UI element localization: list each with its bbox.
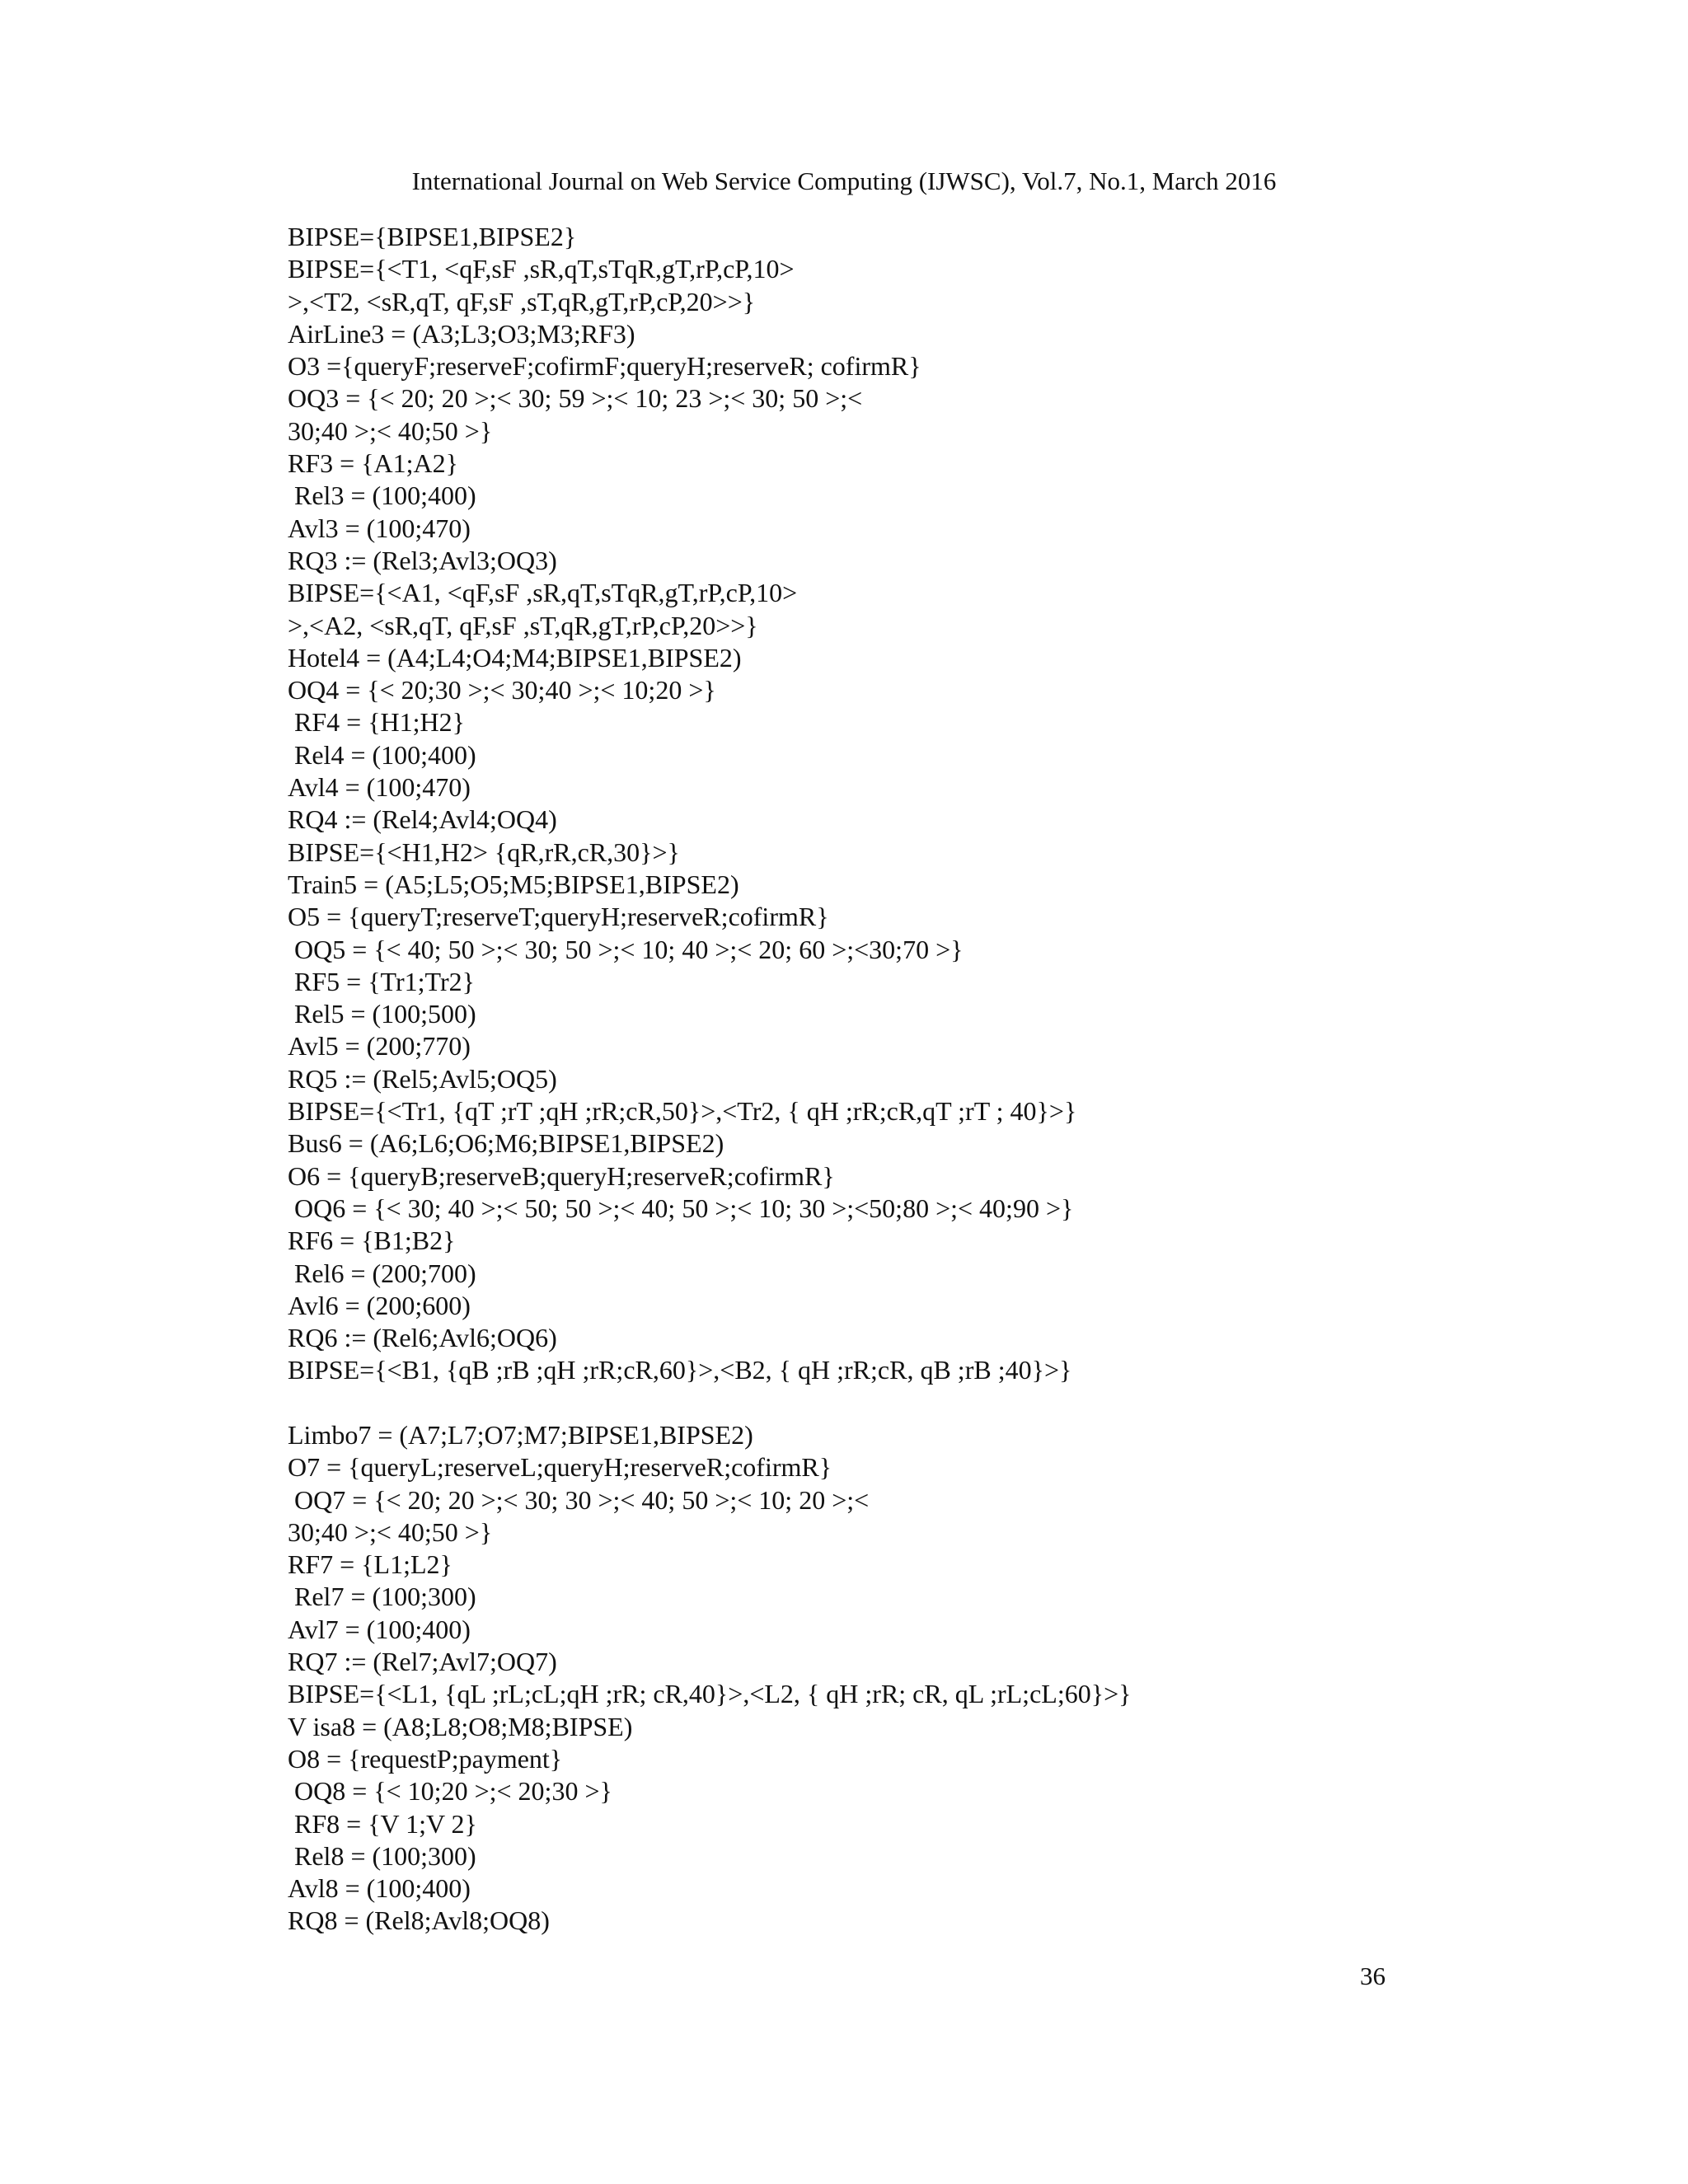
listing-line: Avl6 = (200;600) [288,1290,471,1320]
listing-line: OQ3 = {< 20; 20 >;< 30; 59 >;< 10; 23 >;< 30; 50 >;< [288,383,863,414]
listing-line: Rel8 = (100;300) [288,1840,476,1871]
listing-line: RF5 = {Tr1;Tr2} [288,966,475,996]
listing-line: RQ7 := (Rel7;Avl7;OQ7) [288,1647,557,1677]
listing-line: Rel6 = (200;700) [288,1258,476,1288]
listing-line: Avl3 = (100;470) [288,513,471,543]
listing-line: BIPSE={<T1, <qF,sF ,sR,qT,sTqR,gT,rP,cP,10> [288,254,795,284]
listing-line: >,<T2, <sR,qT, qF,sF ,sT,qR,gT,rP,cP,20>>} [288,286,756,316]
listing-line: BIPSE={<A1, <qF,sF ,sR,qT,sTqR,gT,rP,cP,10> [288,578,798,608]
listing-line: Avl5 = (200;770) [288,1031,471,1062]
listing-line: O8 = {requestP;payment} [288,1743,563,1774]
specification-listing [288,221,1565,1938]
listing-line: 30;40 >;< 40;50 >} [288,1516,493,1547]
listing-line: RF6 = {B1;B2} [288,1226,456,1256]
listing-line: Limbo7 = (A7;L7;O7;M7;BIPSE1,BIPSE2) [288,1419,753,1450]
listing-line: Hotel4 = (A4;L4;O4;M4;BIPSE1,BIPSE2) [288,642,742,673]
listing-line: BIPSE={<B1, {qB ;rB ;qH ;rR;cR,60}>,<B2, { qH ;rR;cR, qB ;rB ;40}>} [288,1355,1072,1385]
listing-line: Rel4 = (100;400) [288,739,476,770]
listing-line: Avl4 = (100;470) [288,772,471,803]
listing-line: Train5 = (A5;L5;O5;M5;BIPSE1,BIPSE2) [288,869,739,899]
listing-line: BIPSE={<L1, {qL ;rL;cL;qH ;rR; cR,40}>,<L2, { qH ;rR; cR, qL ;rL;cL;60}>} [288,1679,1132,1709]
listing-line: RQ5 := (Rel5;Avl5;OQ5) [288,1063,557,1094]
listing-line: RF4 = {H1;H2} [288,707,466,738]
listing-line: O7 = {queryL;reserveL;queryH;reserveR;cofirmR} [288,1452,832,1483]
page-number: 36 [1360,1961,1386,1990]
listing-line: Rel3 = (100;400) [288,480,476,511]
listing-line: RF3 = {A1;A2} [288,448,459,479]
listing-line: 30;40 >;< 40;50 >} [288,415,493,446]
listing-line: >,<A2, <sR,qT, qF,sF ,sT,qR,gT,rP,cP,20>>} [288,610,758,640]
listing-line: V isa8 = (A8;L8;O8;M8;BIPSE) [288,1711,633,1741]
listing-line: BIPSE={<Tr1, {qT ;rT ;qH ;rR;cR,50}>,<Tr2, { qH ;rR;cR,qT ;rT ; 40}>} [288,1096,1077,1127]
listing-line: O5 = {queryT;reserveT;queryH;reserveR;cofirmR} [288,902,829,932]
listing-line: Avl7 = (100;400) [288,1614,471,1644]
listing-line: Rel7 = (100;300) [288,1582,476,1612]
listing-line: OQ6 = {< 30; 40 >;< 50; 50 >;< 40; 50 >;< 10; 30 >;<50;80 >;< 40;90 >} [288,1193,1074,1223]
listing-line: OQ8 = {< 10;20 >;< 20;30 >} [288,1776,612,1807]
listing-line: RF7 = {L1;L2} [288,1549,452,1580]
listing-line: RQ6 := (Rel6;Avl6;OQ6) [288,1323,557,1353]
listing-line: RF8 = {V 1;V 2} [288,1808,477,1839]
blank-line [288,1387,1565,1419]
listing-line: RQ3 := (Rel3;Avl3;OQ3) [288,545,557,575]
listing-line: OQ5 = {< 40; 50 >;< 30; 50 >;< 10; 40 >;< 20; 60 >;<30;70 >} [288,934,964,964]
listing-line: BIPSE={BIPSE1,BIPSE2} [288,222,577,251]
listing-line: Avl8 = (100;400) [288,1873,471,1904]
listing-line: BIPSE={<H1,H2> {qR,rR,cR,30}>} [288,837,680,867]
listing-line: OQ7 = {< 20; 20 >;< 30; 30 >;< 40; 50 >;< 10; 20 >;< [288,1484,870,1515]
listing-line: RQ4 := (Rel4;Avl4;OQ4) [288,804,557,835]
listing-line: RQ8 = (Rel8;Avl8;OQ8) [288,1905,550,1936]
listing-line: Rel5 = (100;500) [288,999,476,1029]
listing-line: O3 ={queryF;reserveF;cofirmF;queryH;reserveR; cofirmR} [288,351,921,382]
listing-line: OQ4 = {< 20;30 >;< 30;40 >;< 10;20 >} [288,675,716,705]
running-header: International Journal on Web Service Computing (IJWSC), Vol.7, No.1, March 2016 [411,166,1277,195]
listing-line: AirLine3 = (A3;L3;O3;M3;RF3) [288,318,635,349]
listing-line: Bus6 = (A6;L6;O6;M6;BIPSE1,BIPSE2) [288,1128,724,1159]
listing-line: O6 = {queryB;reserveB;queryH;reserveR;cofirmR} [288,1160,835,1191]
